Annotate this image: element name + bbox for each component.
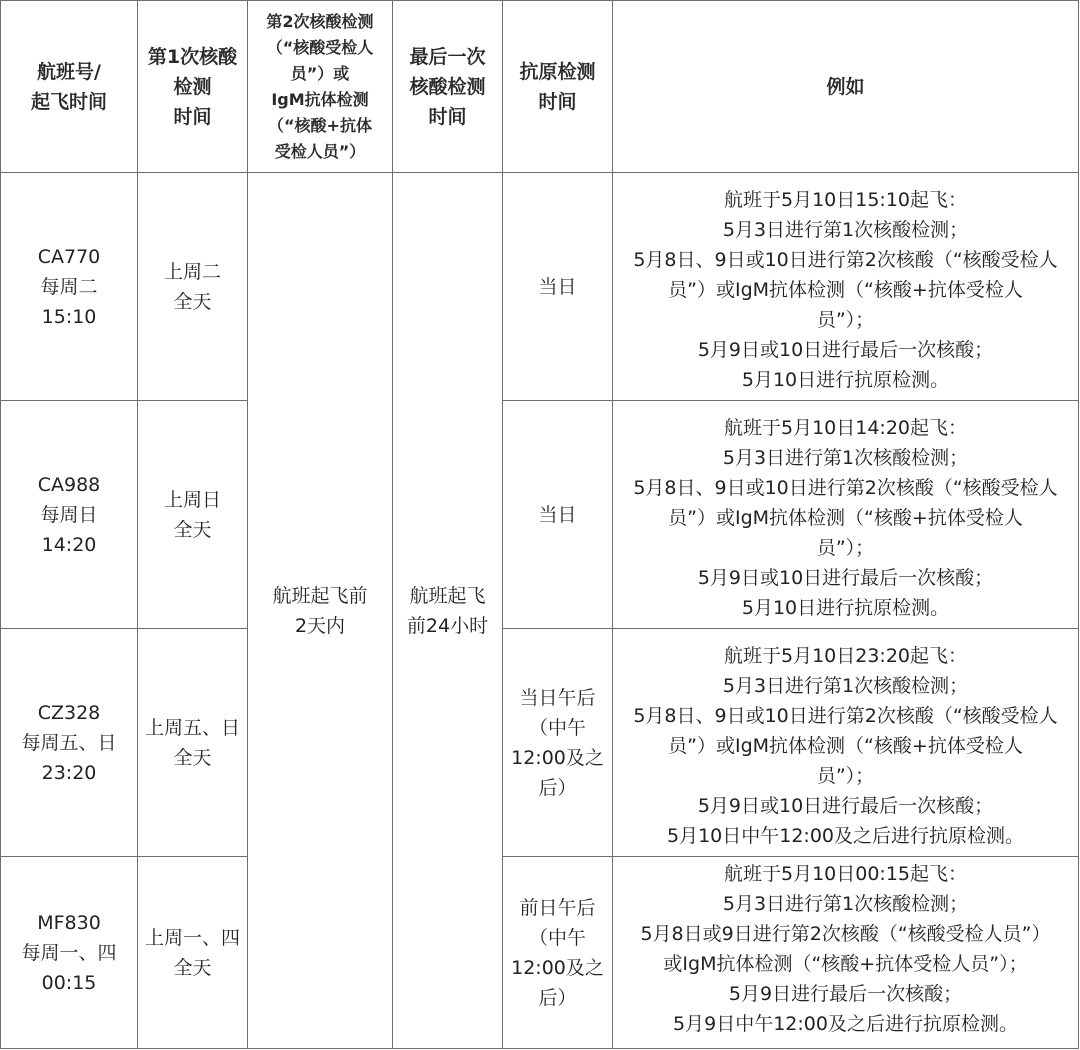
antigen-cell: 当日午后 （中午 12:00及之 后） — [503, 629, 613, 857]
example-cell: 航班于5月10日14:20起飞： 5月3日进行第1次核酸检测； 5月8日、9日或10日进行第2次核酸（“核酸受检人 员”）或IgM抗体检测（“核酸+抗体受检人 员”）； 5月9日或10日进行最后一次核酸； 5月10日进行抗原检测。 — [613, 401, 1079, 629]
header-example: 例如 — [613, 1, 1079, 173]
antigen-cell: 当日 — [503, 173, 613, 401]
first-test-cell: 上周日 全天 — [138, 401, 248, 629]
flight-cell: CA770 每周二 15:10 — [1, 173, 138, 401]
header-row — [1, 1, 1079, 173]
last-test-cell: 航班起飞 前24小时 — [393, 173, 503, 1049]
table-row — [1, 857, 1079, 1049]
first-test-cell: 上周一、四 全天 — [138, 857, 248, 1049]
table-row — [1, 629, 1079, 857]
antigen-cell: 当日 — [503, 401, 613, 629]
header-first-test: 第1次核酸 检测 时间 — [138, 1, 248, 173]
flight-cell: MF830 每周一、四 00:15 — [1, 857, 138, 1049]
first-test-cell: 上周五、日 全天 — [138, 629, 248, 857]
flight-cell: CA988 每周日 14:20 — [1, 401, 138, 629]
header-flight: 航班号/ 起飞时间 — [1, 1, 138, 173]
example-cell: 航班于5月10日00:15起飞： 5月3日进行第1次核酸检测； 5月8日或9日进行第2次核酸（“核酸受检人员”） 或IgM抗体检测（“核酸+抗体受检人员”）； 5月9日进行最后一次核酸； 5月9日中午12:00及之后进行抗原检测。 — [613, 857, 1079, 1049]
example-cell: 航班于5月10日15:10起飞： 5月3日进行第1次核酸检测； 5月8日、9日或10日进行第2次核酸（“核酸受检人 员”）或IgM抗体检测（“核酸+抗体受检人 员”）； 5月9日或10日进行最后一次核酸； 5月10日进行抗原检测。 — [613, 173, 1079, 401]
example-cell: 航班于5月10日23:20起飞： 5月3日进行第1次核酸检测； 5月8日、9日或10日进行第2次核酸（“核酸受检人 员”）或IgM抗体检测（“核酸+抗体受检人 员”）； 5月9日或10日进行最后一次核酸； 5月10日中午12:00及之后进行抗原检测。 — [613, 629, 1079, 857]
table-row — [1, 401, 1079, 629]
header-antigen: 抗原检测 时间 — [503, 1, 613, 173]
flight-cell: CZ328 每周五、日 23:20 — [1, 629, 138, 857]
first-test-cell: 上周二 全天 — [138, 173, 248, 401]
header-second-test: 第2次核酸检测 （“核酸受检人 员”）或 IgM抗体检测 （“核酸+抗体 受检人员”） — [248, 1, 393, 173]
second-test-cell: 航班起飞前 2天内 — [248, 173, 393, 1049]
header-last-test: 最后一次 核酸检测 时间 — [393, 1, 503, 173]
table-row — [1, 173, 1079, 401]
antigen-cell: 前日午后 （中午 12:00及之 后） — [503, 857, 613, 1049]
